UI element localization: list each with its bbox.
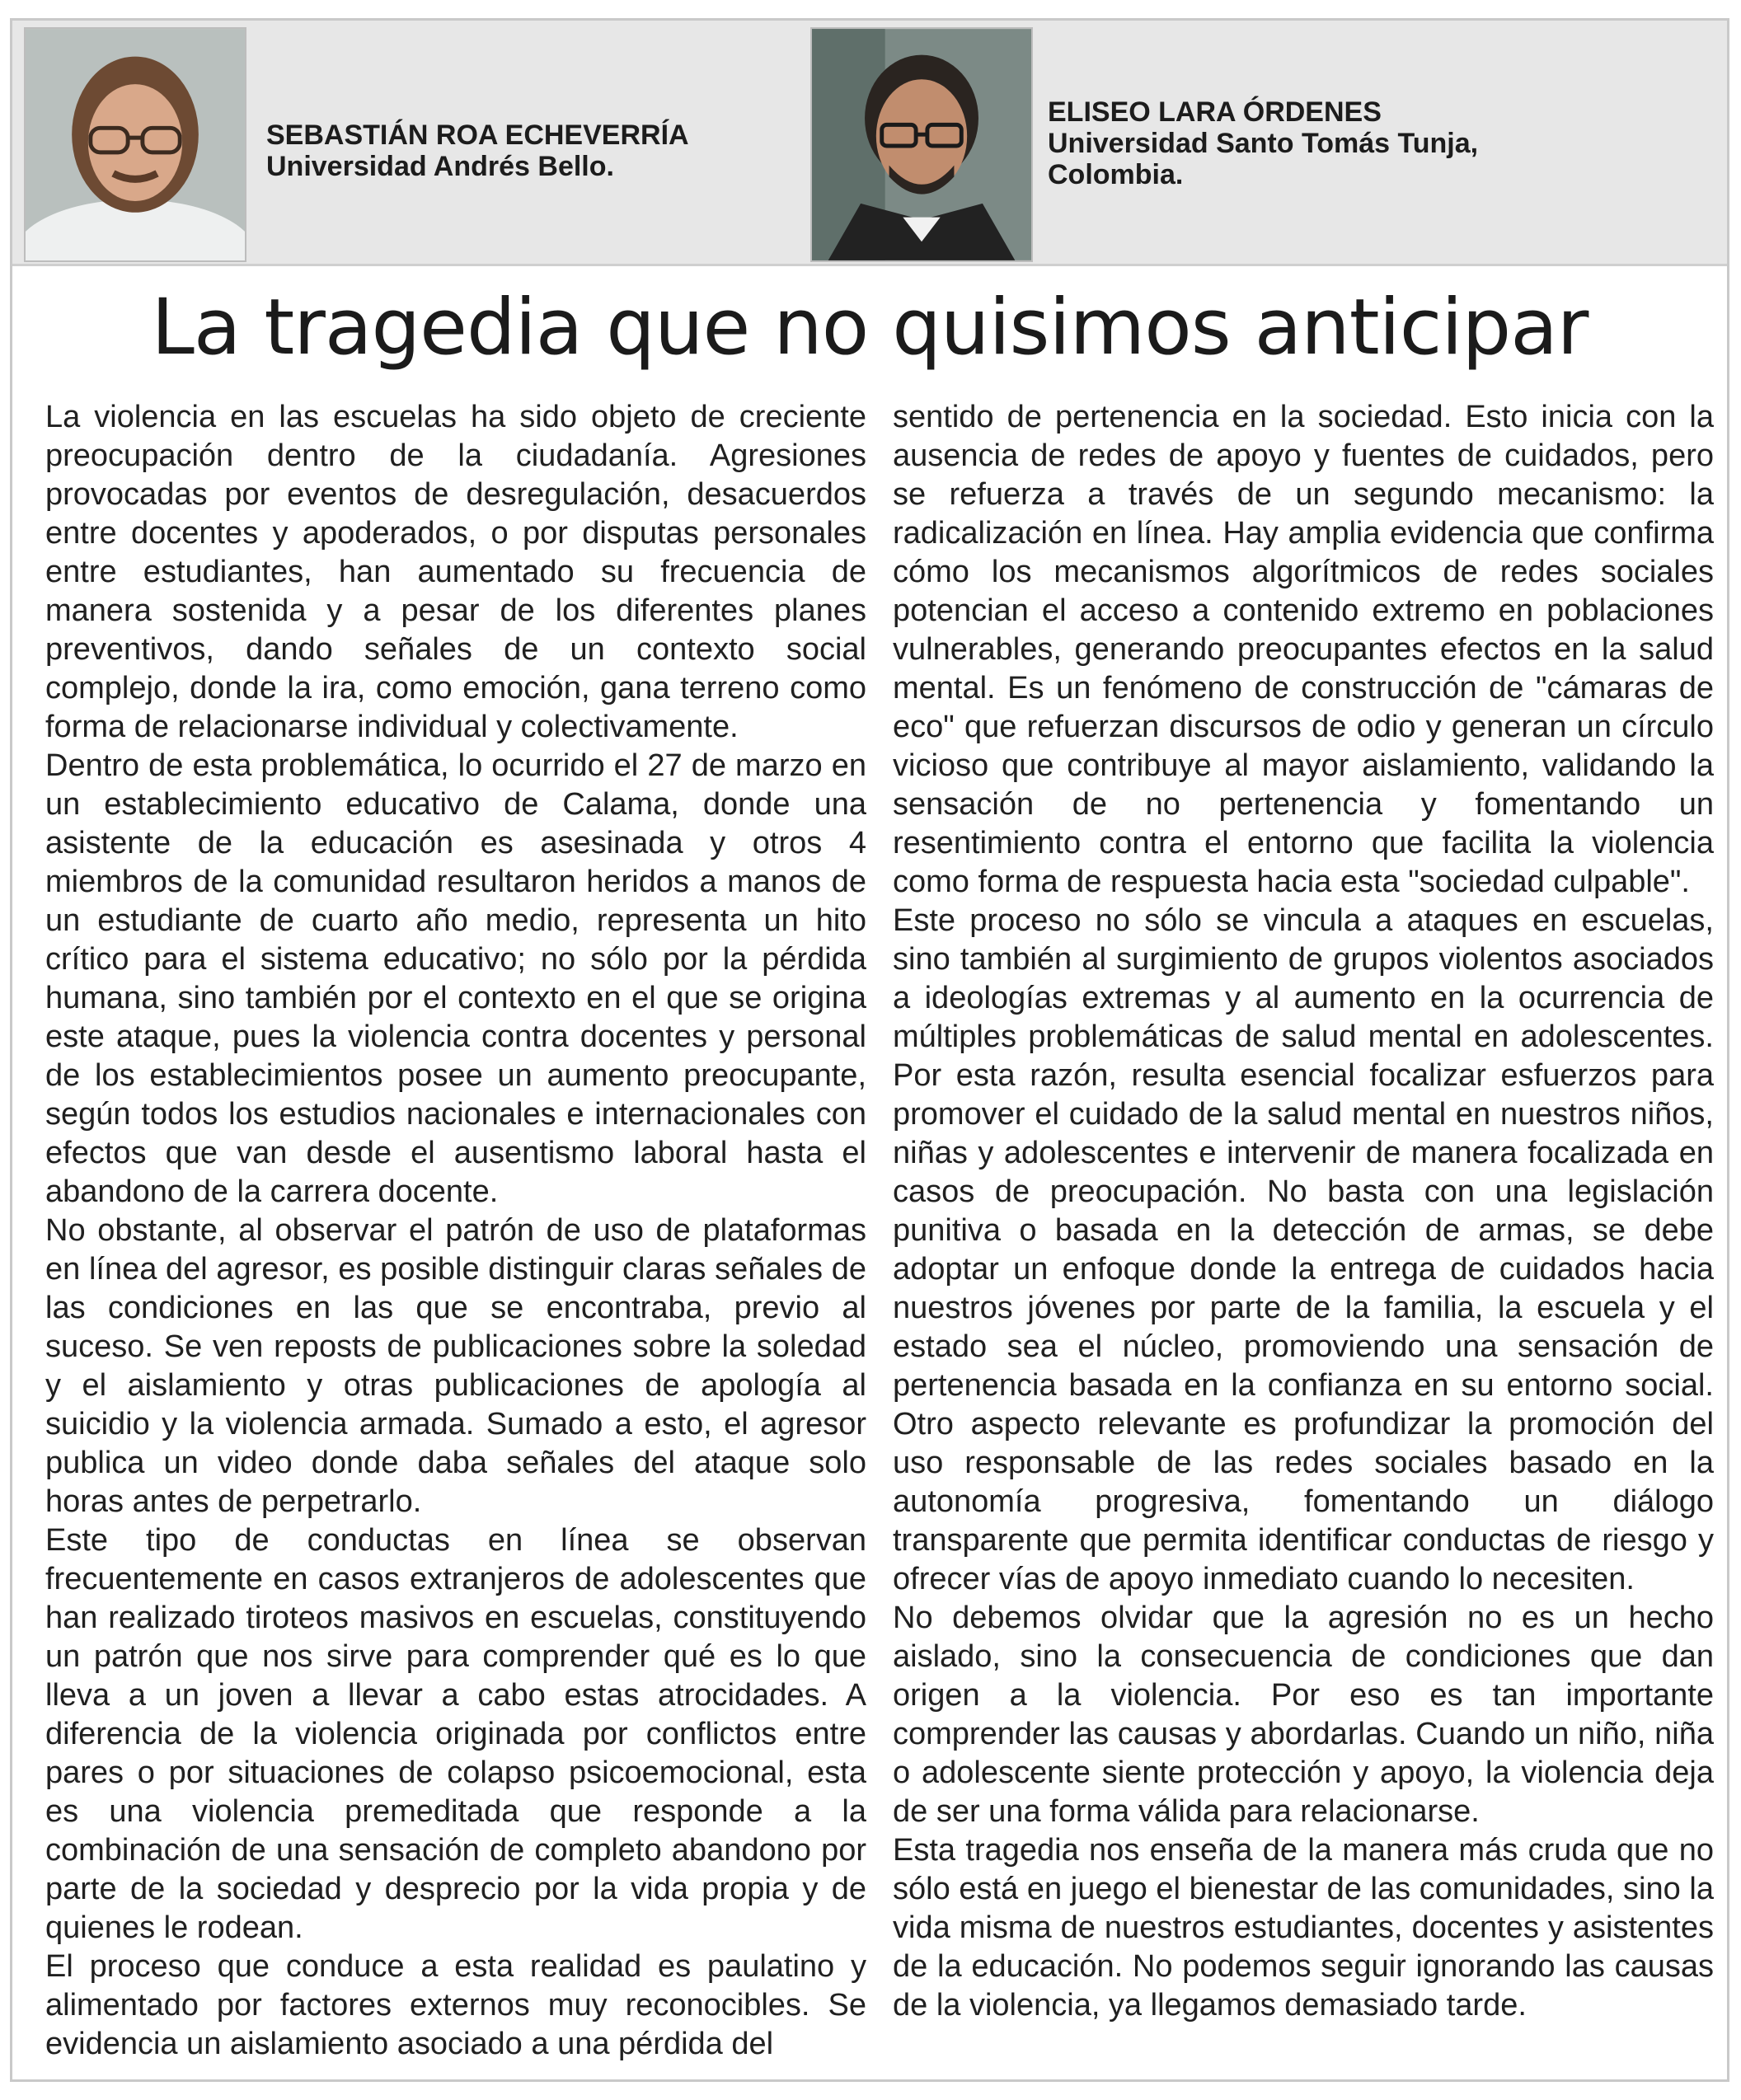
author-affiliation: Universidad Andrés Bello.: [266, 151, 614, 182]
article-column-right: [893, 398, 1714, 2025]
paragraph: Este proceso no sólo se vincula a ataques en escuelas, sino también al surgimiento de grupos violentos asociados a ideologías extremas y al aumento en la ocurrencia de múltiples problemáticas de salud mental en adolescentes. Por esta razón, resulta esencial focalizar esfuerzos para promover el cuidado de la salud mental en nuestros niños, niñas y adolescentes e intervenir de manera focalizada en casos de preocupación. No basta con una legislación punitiva o basada en la detección de armas, se debe adoptar un enfoque donde la entrega de cuidados hacia nuestros jóvenes por parte de la familia, la escuela y el estado sea el núcleo, promoviendo una sensación de pertenencia basada en la confianza en su entorno social. Otro aspecto relevante es profundizar la promoción del uso responsable de las redes sociales basado en la autonomía progresiva, fomentando un diálogo transparente que permita identificar conductas de riesgo y ofrecer vías de apoyo inmediato cuando lo necesiten.: [893, 903, 1714, 1596]
portrait-image: [812, 29, 1031, 260]
author-name: SEBASTIÁN ROA ECHEVERRÍA: [266, 120, 689, 151]
paragraph: El proceso que conduce a esta realidad es paulatino y alimentado por factores externos muy reconocibles. Se evidencia un aislamiento asociado a una pérdida del: [45, 1949, 866, 2061]
article-headline: La tragedia que no quisimos anticipar: [151, 283, 1588, 373]
author-name: ELISEO LARA ÓRDENES: [1048, 96, 1382, 128]
opinion-article: [10, 18, 1729, 2082]
paragraph: Este tipo de conductas en línea se observan frecuentemente en casos extranjeros de adolescentes que han realizado tiroteos masivos en escuelas, constituyendo un patrón que nos sirve para comprender qué es lo que lleva a un joven a llevar a cabo estas atrocidades. A diferencia de la violencia originada por conflictos entre pares o por situaciones de colapso psicoemocional, esta es una violencia premeditada que responde a la combinación de una sensación de completo abandono por parte de la sociedad y desprecio por la vida propia y de quienes le rodean.: [45, 1523, 866, 1945]
author-byline-roa: [266, 120, 689, 182]
author-photo-lara: [810, 27, 1033, 262]
author-affiliation: Universidad Santo Tomás Tunja,: [1048, 128, 1479, 159]
paragraph: No debemos olvidar que la agresión no es un hecho aislado, sino la consecuencia de condiciones que dan origen a la violencia. Por eso es tan importante comprender las causas y abordarlas. Cuando un niño, niña o adolescente siente protección y apoyo, la violencia deja de ser una forma válida para relacionarse.: [893, 1601, 1714, 1829]
author-header: [12, 21, 1727, 266]
paragraph: Dentro de esta problemática, lo ocurrido el 27 de marzo en un establecimiento educativo de Calama, donde una asistente de la educación es asesinada y otros 4 miembros de la comunidad resultaron heridos a manos de un estudiante de cuarto año medio, representa un hito crítico para el sistema educativo; no sólo por la pérdida humana, sino también por el contexto en el que se origina este ataque, pues la violencia contra docentes y personal de los establecimientos posee un aumento preocupante, según todos los estudios nacionales e internacionales con efectos que van desde el ausentismo laboral hasta el abandono de la carrera docente.: [45, 748, 866, 1209]
author-photo-roa: [24, 27, 246, 262]
paragraph: La violencia en las escuelas ha sido objeto de creciente preocupación dentro de la ciudadanía. Agresiones provocadas por eventos de desregulación, desacuerdos entre docentes y apoderados, o por disputas personales entre estudiantes, han aumentado su frecuencia de manera sostenida y a pesar de los diferentes planes preventivos, dando señales de un contexto social complejo, donde la ira, como emoción, gana terreno como forma de relacionarse individual y colectivamente.: [45, 400, 866, 744]
paragraph: No obstante, al observar el patrón de uso de plataformas en línea del agresor, es posible distinguir claras señales de las condiciones en las que se encontraba, previo al suceso. Se ven reposts de publicaciones sobre la soledad y el aislamiento y otras publicaciones de apología al suicidio y la violencia armada. Sumado a esto, el agresor publica un video donde daba señales del ataque solo horas antes de perpetrarlo.: [45, 1213, 866, 1519]
paragraph: Esta tragedia nos enseña de la manera más cruda que no sólo está en juego el bienestar de las comunidades, sino la vida misma de nuestros estudiantes, docentes y asistentes de la educación. No podemos seguir ignorando las causas de la violencia, ya llegamos demasiado tarde.: [893, 1833, 1714, 2023]
paragraph: sentido de pertenencia en la sociedad. Esto inicia con la ausencia de redes de apoyo y fuentes de cuidados, pero se refuerza a través de un segundo mecanismo: la radicalización en línea. Hay amplia evidencia que confirma cómo los mecanismos algorítmicos de redes sociales potencian el acceso a contenido extremo en poblaciones vulnerables, generando preocupantes efectos en la salud mental. Es un fenómeno de construcción de "cámaras de eco" que refuerzan discursos de odio y generan un círculo vicioso que contribuye al mayor aislamiento, validando la sensación de no pertenencia y fomentando un resentimiento contra el entorno que facilita la violencia como forma de respuesta hacia esta "sociedad culpable".: [893, 400, 1714, 899]
article-column-left: [45, 398, 866, 2064]
author-affiliation: Colombia.: [1048, 159, 1184, 190]
portrait-image: [26, 29, 245, 260]
author-byline-lara: [1048, 96, 1478, 190]
